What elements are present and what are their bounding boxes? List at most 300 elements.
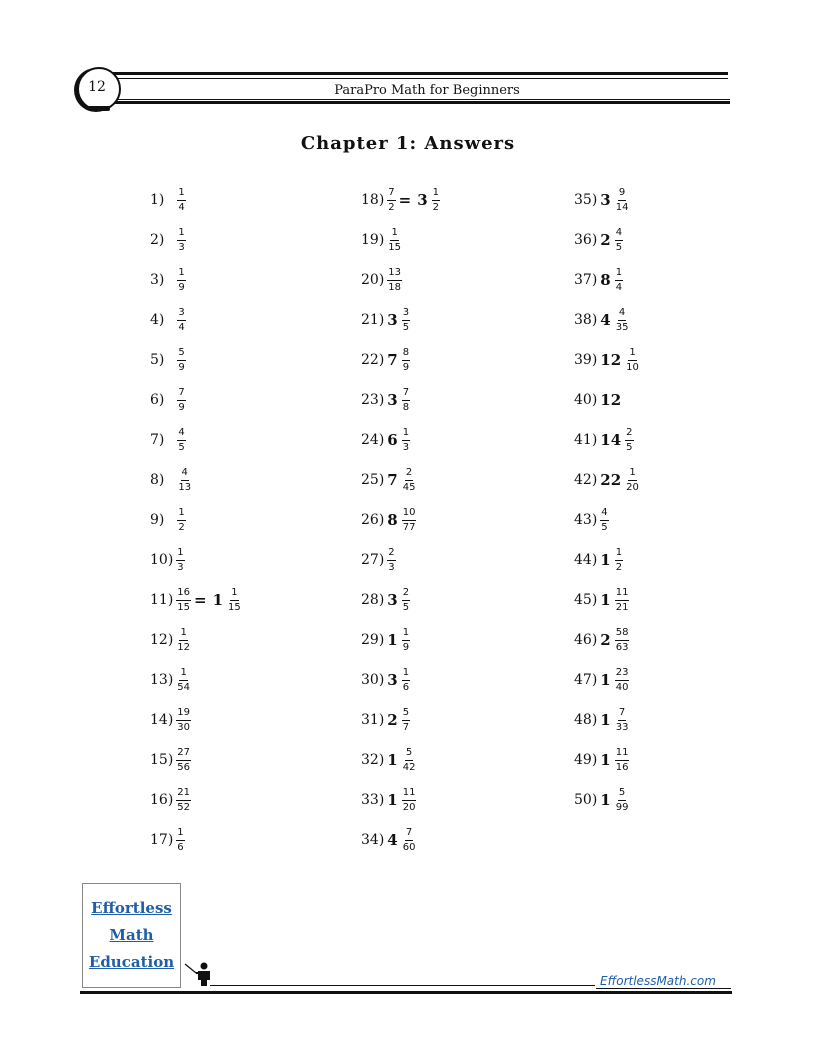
fraction-denominator: 18 bbox=[388, 281, 402, 293]
fraction bbox=[615, 627, 630, 654]
footer-rule-thin bbox=[210, 985, 595, 986]
answer-item bbox=[574, 422, 634, 458]
answer-item bbox=[361, 222, 402, 258]
fraction bbox=[176, 547, 184, 574]
answer-whole: 3 bbox=[387, 391, 398, 409]
answer-item bbox=[361, 462, 416, 498]
logo-text-effortless[interactable]: Effortless bbox=[91, 899, 172, 917]
fraction-denominator: 30 bbox=[177, 721, 191, 733]
fraction-numerator: 7 bbox=[387, 187, 395, 201]
answer-number: 24) bbox=[361, 432, 385, 448]
fraction bbox=[176, 787, 191, 814]
header-rule-top-thin bbox=[108, 78, 728, 79]
fraction bbox=[402, 787, 417, 814]
fraction bbox=[615, 547, 623, 574]
fraction-numerator: 1 bbox=[402, 427, 410, 441]
answer-item bbox=[361, 662, 410, 698]
logo-text-education[interactable]: Education bbox=[88, 953, 175, 971]
fraction-denominator: 42 bbox=[402, 761, 416, 773]
answer-item bbox=[574, 662, 629, 698]
fraction-denominator: 5 bbox=[601, 521, 608, 533]
fraction-denominator: 6 bbox=[402, 681, 410, 693]
answer-number: 12) bbox=[150, 632, 174, 648]
fraction-numerator: 1 bbox=[179, 627, 187, 641]
fraction-numerator: 58 bbox=[615, 627, 630, 641]
fraction bbox=[176, 707, 191, 734]
answer-item bbox=[361, 502, 416, 538]
answer-number: 11) bbox=[150, 592, 174, 608]
fraction-numerator: 4 bbox=[181, 467, 189, 481]
fraction bbox=[615, 227, 623, 254]
fraction bbox=[177, 427, 185, 454]
fraction-numerator: 1 bbox=[177, 187, 185, 201]
answer-number: 38) bbox=[574, 312, 598, 328]
answer-number: 13) bbox=[150, 672, 174, 688]
fraction-numerator: 1 bbox=[177, 227, 185, 241]
fraction-numerator: 23 bbox=[615, 667, 630, 681]
answer-whole: 2 bbox=[600, 231, 611, 249]
answer-item bbox=[150, 782, 191, 818]
answer-number: 25) bbox=[361, 472, 385, 488]
answer-item bbox=[361, 262, 402, 298]
fraction-denominator: 56 bbox=[177, 761, 191, 773]
answer-whole: 1 bbox=[600, 551, 611, 569]
fraction-numerator: 2 bbox=[405, 467, 413, 481]
fraction-denominator: 20 bbox=[402, 801, 416, 813]
answer-item bbox=[361, 422, 410, 458]
fraction-denominator: 21 bbox=[615, 601, 629, 613]
answer-number: 4) bbox=[150, 312, 165, 328]
answer-item bbox=[361, 622, 410, 658]
answer-number: 17) bbox=[150, 832, 174, 848]
fraction-numerator: 1 bbox=[176, 547, 184, 561]
answer-item bbox=[361, 342, 410, 378]
answer-number: 33) bbox=[361, 792, 385, 808]
fraction bbox=[432, 187, 440, 214]
fraction-denominator: 15 bbox=[228, 601, 241, 613]
answer-item bbox=[574, 342, 640, 378]
answer-whole: 1 bbox=[387, 791, 398, 809]
answer-number: 35) bbox=[574, 192, 598, 208]
fraction-denominator: 52 bbox=[177, 801, 191, 813]
fraction bbox=[600, 507, 608, 534]
header-rule-bottom bbox=[108, 101, 730, 104]
answer-whole: 4 bbox=[600, 311, 611, 329]
fraction-denominator: 9 bbox=[402, 641, 410, 653]
answer-number: 45) bbox=[574, 592, 598, 608]
fraction-numerator: 1 bbox=[177, 267, 185, 281]
fraction-numerator: 1 bbox=[628, 347, 636, 361]
fraction-numerator: 4 bbox=[177, 427, 185, 441]
answer-item bbox=[150, 662, 191, 698]
answer-whole: 1 bbox=[600, 791, 611, 809]
fraction-numerator: 5 bbox=[405, 747, 413, 761]
fraction-denominator: 40 bbox=[615, 681, 629, 693]
logo-text-math[interactable]: Math bbox=[109, 926, 154, 944]
fraction-denominator: 9 bbox=[402, 361, 410, 373]
answer-whole: 8 bbox=[600, 271, 611, 289]
answer-whole: 3 bbox=[387, 311, 398, 329]
fraction-numerator: 11 bbox=[615, 747, 630, 761]
answer-number: 37) bbox=[574, 272, 598, 288]
fraction-numerator: 7 bbox=[402, 387, 410, 401]
answer-item bbox=[150, 262, 186, 298]
fraction-numerator: 5 bbox=[618, 787, 626, 801]
answer-item bbox=[574, 222, 623, 258]
fraction-numerator: 11 bbox=[402, 787, 417, 801]
fraction-denominator: 63 bbox=[615, 641, 629, 653]
fraction-denominator: 9 bbox=[178, 281, 185, 293]
answer-number: 1) bbox=[150, 192, 165, 208]
answer-number: 42) bbox=[574, 472, 598, 488]
fraction-denominator: 2 bbox=[432, 201, 440, 213]
fraction bbox=[615, 787, 630, 814]
fraction-denominator: 5 bbox=[178, 441, 185, 453]
answer-number: 44) bbox=[574, 552, 598, 568]
fraction-denominator: 35 bbox=[615, 321, 629, 333]
fraction bbox=[402, 587, 410, 614]
fraction bbox=[402, 307, 410, 334]
fraction-numerator: 1 bbox=[402, 667, 410, 681]
answer-number: 30) bbox=[361, 672, 385, 688]
answer-whole: 1 bbox=[600, 671, 611, 689]
answer-item bbox=[361, 822, 416, 858]
fraction-denominator: 4 bbox=[615, 281, 623, 293]
fraction bbox=[387, 187, 395, 214]
fraction bbox=[176, 587, 191, 614]
fraction bbox=[227, 587, 242, 614]
answer-whole: 6 bbox=[387, 431, 398, 449]
fraction bbox=[402, 467, 417, 494]
fraction-denominator: 2 bbox=[615, 561, 623, 573]
fraction-denominator: 2 bbox=[178, 521, 185, 533]
answer-number: 3) bbox=[150, 272, 165, 288]
answer-whole: 4 bbox=[387, 831, 398, 849]
answer-whole: 14 bbox=[600, 431, 622, 449]
fraction-denominator: 5 bbox=[615, 241, 623, 253]
fraction-denominator: 7 bbox=[402, 721, 410, 733]
footer-rule-thin-right bbox=[596, 988, 731, 989]
fraction-numerator: 9 bbox=[618, 187, 626, 201]
fraction-numerator: 19 bbox=[176, 707, 191, 721]
fraction-denominator: 4 bbox=[178, 321, 185, 333]
answer-item bbox=[574, 462, 640, 498]
answer-number: 8) bbox=[150, 472, 165, 488]
fraction bbox=[402, 707, 410, 734]
answer-whole: 7 bbox=[387, 471, 398, 489]
fraction-numerator: 1 bbox=[432, 187, 440, 201]
fraction bbox=[615, 707, 630, 734]
answer-item bbox=[574, 302, 629, 338]
answer-whole: 1 bbox=[600, 711, 611, 729]
fraction-numerator: 10 bbox=[402, 507, 417, 521]
fraction-denominator: 13 bbox=[178, 481, 192, 493]
equals-sign: = bbox=[194, 591, 207, 609]
fraction bbox=[402, 627, 410, 654]
fraction-denominator: 6 bbox=[177, 841, 184, 853]
answer-item bbox=[574, 542, 623, 578]
fraction-numerator: 7 bbox=[177, 387, 185, 401]
fraction-denominator: 2 bbox=[388, 201, 395, 213]
answer-number: 6) bbox=[150, 392, 165, 408]
fraction-numerator: 2 bbox=[625, 427, 633, 441]
answer-item bbox=[574, 702, 629, 738]
answer-item bbox=[574, 582, 629, 618]
answer-item bbox=[150, 422, 186, 458]
fraction-denominator: 77 bbox=[402, 521, 416, 533]
fraction bbox=[615, 267, 623, 294]
answer-whole: 2 bbox=[600, 631, 611, 649]
fraction bbox=[176, 667, 191, 694]
fraction bbox=[387, 227, 402, 254]
answer-item bbox=[361, 382, 410, 418]
answer-whole: 1 bbox=[600, 751, 611, 769]
answer-item bbox=[574, 742, 629, 778]
fraction bbox=[177, 507, 185, 534]
answer-item bbox=[150, 742, 191, 778]
answer-whole: 12 bbox=[600, 351, 622, 369]
answer-item bbox=[361, 702, 410, 738]
fraction-denominator: 99 bbox=[615, 801, 629, 813]
fraction-denominator: 12 bbox=[177, 641, 191, 653]
answer-number: 19) bbox=[361, 232, 385, 248]
book-title: ParaPro Math for Beginners bbox=[334, 83, 520, 98]
fraction bbox=[402, 667, 410, 694]
answer-item bbox=[150, 462, 192, 498]
answer-number: 21) bbox=[361, 312, 385, 328]
answer-whole: 22 bbox=[600, 471, 622, 489]
fraction-numerator: 4 bbox=[600, 507, 608, 521]
fraction-numerator: 13 bbox=[387, 267, 402, 281]
fraction-numerator: 1 bbox=[390, 227, 398, 241]
fraction-denominator: 5 bbox=[402, 321, 410, 333]
footer-rule-thick bbox=[80, 991, 732, 994]
fraction-numerator: 1 bbox=[230, 587, 238, 601]
answer-item bbox=[150, 302, 186, 338]
answer-whole: 1 bbox=[387, 751, 398, 769]
fraction-numerator: 1 bbox=[615, 547, 623, 561]
fraction bbox=[177, 307, 185, 334]
answer-whole: 1 bbox=[387, 631, 398, 649]
fraction-numerator: 3 bbox=[402, 307, 410, 321]
fraction bbox=[625, 427, 633, 454]
fraction-denominator: 4 bbox=[178, 201, 185, 213]
fraction-denominator: 3 bbox=[178, 241, 185, 253]
fraction-numerator: 16 bbox=[176, 587, 191, 601]
answer-number: 41) bbox=[574, 432, 598, 448]
fraction bbox=[177, 347, 185, 374]
answer-whole: 12 bbox=[600, 391, 622, 409]
website-link[interactable]: EffortlessMath.com bbox=[600, 974, 716, 988]
answer-item bbox=[150, 542, 185, 578]
answer-number: 40) bbox=[574, 392, 598, 408]
fraction bbox=[176, 747, 191, 774]
fraction-denominator: 3 bbox=[177, 561, 184, 573]
fraction-numerator: 4 bbox=[618, 307, 626, 321]
fraction-denominator: 10 bbox=[626, 361, 639, 373]
answer-number: 22) bbox=[361, 352, 385, 368]
fraction bbox=[402, 387, 410, 414]
answer-item bbox=[150, 622, 191, 658]
fraction bbox=[615, 747, 630, 774]
answer-item bbox=[574, 782, 629, 818]
answer-item bbox=[150, 382, 186, 418]
fraction-numerator: 5 bbox=[402, 707, 410, 721]
answer-whole: 1 bbox=[212, 591, 224, 609]
fraction bbox=[177, 267, 185, 294]
fraction-numerator: 27 bbox=[176, 747, 191, 761]
answer-item bbox=[361, 782, 416, 818]
answer-item bbox=[574, 262, 623, 298]
answer-item bbox=[150, 822, 185, 858]
answer-item bbox=[361, 742, 416, 778]
answer-number: 36) bbox=[574, 232, 598, 248]
fraction-denominator: 3 bbox=[388, 561, 395, 573]
fraction-numerator: 2 bbox=[387, 547, 395, 561]
fraction bbox=[402, 507, 417, 534]
fraction bbox=[402, 427, 410, 454]
fraction-numerator: 1 bbox=[176, 827, 184, 841]
fraction-denominator: 5 bbox=[402, 601, 410, 613]
answer-whole: 3 bbox=[387, 671, 398, 689]
fraction-denominator: 33 bbox=[615, 721, 629, 733]
answer-number: 2) bbox=[150, 232, 165, 248]
fraction bbox=[387, 547, 395, 574]
fraction bbox=[177, 227, 185, 254]
fraction-denominator: 16 bbox=[615, 761, 629, 773]
answer-number: 9) bbox=[150, 512, 165, 528]
fraction bbox=[402, 827, 417, 854]
fraction-denominator: 8 bbox=[402, 401, 410, 413]
teacher-icon bbox=[184, 960, 216, 986]
answer-item bbox=[574, 622, 629, 658]
answer-whole: 3 bbox=[387, 591, 398, 609]
fraction-numerator: 7 bbox=[405, 827, 413, 841]
fraction-numerator: 11 bbox=[615, 587, 630, 601]
fraction-denominator: 5 bbox=[626, 441, 633, 453]
answer-whole: 1 bbox=[600, 591, 611, 609]
answer-item bbox=[150, 342, 186, 378]
fraction-numerator: 1 bbox=[615, 267, 623, 281]
answer-number: 27) bbox=[361, 552, 385, 568]
answer-number: 16) bbox=[150, 792, 174, 808]
fraction bbox=[176, 827, 184, 854]
answer-number: 10) bbox=[150, 552, 174, 568]
answer-number: 14) bbox=[150, 712, 174, 728]
fraction-numerator: 8 bbox=[402, 347, 410, 361]
fraction-denominator: 9 bbox=[178, 401, 185, 413]
answer-item bbox=[361, 582, 410, 618]
fraction-numerator: 3 bbox=[177, 307, 185, 321]
chapter-title: Chapter 1: Answers bbox=[300, 133, 516, 154]
fraction-denominator: 14 bbox=[615, 201, 629, 213]
answer-item bbox=[361, 182, 440, 218]
fraction bbox=[402, 347, 410, 374]
answer-item bbox=[150, 582, 242, 618]
answer-item bbox=[361, 542, 396, 578]
answer-whole: 8 bbox=[387, 511, 398, 529]
answer-number: 31) bbox=[361, 712, 385, 728]
fraction bbox=[387, 267, 402, 294]
answer-number: 20) bbox=[361, 272, 385, 288]
answer-number: 50) bbox=[574, 792, 598, 808]
fraction-numerator: 1 bbox=[179, 667, 187, 681]
header-rule-top bbox=[108, 72, 728, 75]
fraction bbox=[615, 667, 630, 694]
answer-number: 48) bbox=[574, 712, 598, 728]
fraction-denominator: 60 bbox=[402, 841, 416, 853]
fraction bbox=[615, 187, 630, 214]
page-number: 12 bbox=[88, 79, 106, 95]
answer-number: 5) bbox=[150, 352, 165, 368]
answer-number: 32) bbox=[361, 752, 385, 768]
answer-whole: 3 bbox=[417, 191, 428, 209]
fraction-denominator: 45 bbox=[402, 481, 416, 493]
answer-number: 29) bbox=[361, 632, 385, 648]
answer-whole: 3 bbox=[600, 191, 611, 209]
fraction-numerator: 1 bbox=[402, 627, 410, 641]
answer-number: 23) bbox=[361, 392, 385, 408]
answer-whole: 2 bbox=[387, 711, 398, 729]
answer-number: 28) bbox=[361, 592, 385, 608]
answer-item bbox=[150, 702, 191, 738]
answer-number: 7) bbox=[150, 432, 165, 448]
fraction-numerator: 5 bbox=[177, 347, 185, 361]
answer-number: 43) bbox=[574, 512, 598, 528]
answer-number: 46) bbox=[574, 632, 598, 648]
answer-number: 18) bbox=[361, 192, 385, 208]
fraction bbox=[625, 467, 640, 494]
fraction-numerator: 1 bbox=[628, 467, 636, 481]
fraction bbox=[615, 307, 630, 334]
answer-number: 34) bbox=[361, 832, 385, 848]
fraction bbox=[615, 587, 630, 614]
fraction-denominator: 15 bbox=[177, 601, 191, 613]
fraction-denominator: 15 bbox=[388, 241, 402, 253]
answer-item bbox=[150, 222, 186, 258]
fraction bbox=[177, 187, 185, 214]
answer-item bbox=[361, 302, 410, 338]
answer-number: 15) bbox=[150, 752, 174, 768]
answer-whole: 7 bbox=[387, 351, 398, 369]
fraction-numerator: 1 bbox=[177, 507, 185, 521]
answer-item bbox=[150, 182, 186, 218]
header-rule-bottom-thin bbox=[108, 99, 730, 100]
fraction bbox=[177, 467, 192, 494]
answer-item bbox=[574, 182, 629, 218]
fraction bbox=[176, 627, 191, 654]
answer-item bbox=[150, 502, 186, 538]
answer-item bbox=[574, 502, 609, 538]
fraction-numerator: 2 bbox=[402, 587, 410, 601]
fraction bbox=[625, 347, 640, 374]
fraction-numerator: 7 bbox=[618, 707, 626, 721]
answer-number: 26) bbox=[361, 512, 385, 528]
answer-number: 49) bbox=[574, 752, 598, 768]
fraction-denominator: 20 bbox=[626, 481, 639, 493]
answer-number: 47) bbox=[574, 672, 598, 688]
answer-number: 39) bbox=[574, 352, 598, 368]
fraction bbox=[402, 747, 417, 774]
fraction-denominator: 54 bbox=[177, 681, 191, 693]
fraction bbox=[177, 387, 185, 414]
equals-sign: = bbox=[398, 191, 412, 209]
answer-item bbox=[574, 382, 622, 418]
fraction-numerator: 21 bbox=[176, 787, 191, 801]
fraction-numerator: 4 bbox=[615, 227, 623, 241]
fraction-denominator: 9 bbox=[178, 361, 185, 373]
fraction-denominator: 3 bbox=[402, 441, 410, 453]
